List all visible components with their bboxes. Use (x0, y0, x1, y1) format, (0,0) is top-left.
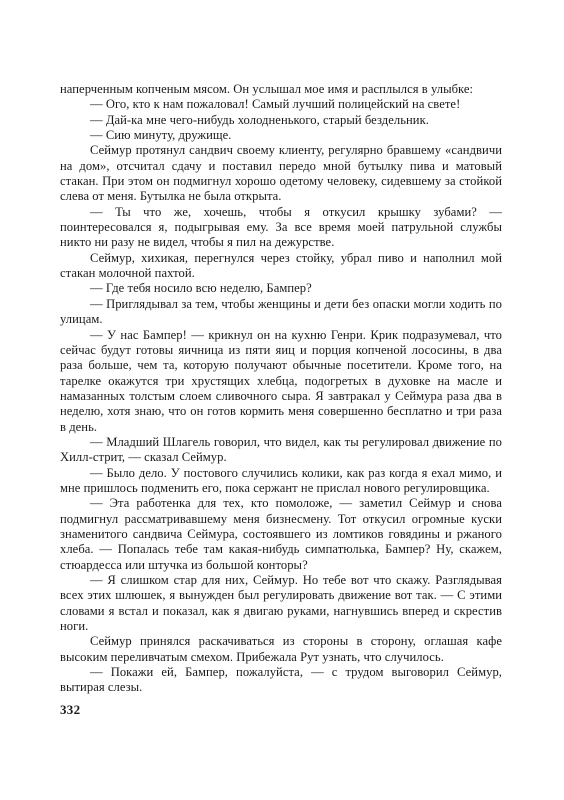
paragraph: — У нас Бампер! — крикнул он на кухню Генри. Крик подразумевал, что сейчас будут готовы яичница из пяти яиц и порция копченой лососины, в два раза больше, чем та, которую получают обычные посетители. Кроме того, на тарелке окажутся три хрустящих хлебца, подогретых в духовке на масле и намазанных толстым слоем сливочного сыра. Я завтракал у Сеймура раза два в неделю, хотя знаю, что он готов кормить меня совершенно бесплатно и три раза в день. (60, 327, 502, 434)
paragraph: наперченным копченым мясом. Он услышал мое имя и расплылся в улыбке: (60, 82, 474, 96)
page-number: 332 (60, 702, 81, 717)
paragraph: — Покажи ей, Бампер, пожалуйста, — с трудом выговорил Сеймур, вытирая слезы. (60, 665, 502, 695)
paragraph: — Дай-ка мне чего-нибудь холодненького, старый бездельник. (90, 112, 429, 127)
paragraph: — Ты что же, хочешь, чтобы я откусил крышку зубами? — поинтересовался я, подыгрывая ему. За все время моей патрульной службы никто ни разу не видел, чтобы я пил на дежурстве. (60, 204, 502, 250)
paragraph: — Сию минуту, дружище. (90, 128, 232, 143)
paragraph: — Эта работенка для тех, кто помоложе, — заметил Сеймур и снова подмигнул рассматривавшему меня бизнесмену. Тот откусил огромные куски знаменитого сандвича Сеймура, состоявшего из ломтиков говядины и ржаного хлеба. — Попалась тебе там какая-нибудь симпатюлька, Бампер? Ну, скажем, стюардесса или штучка из большой конторы? (60, 496, 502, 572)
paragraph: Сеймур, хихикая, перегнулся через стойку, убрал пиво и наполнил мой стакан молочной пахтой. (60, 250, 502, 281)
paragraph: Сеймур принялся раскачиваться из стороны в сторону, оглашая кафе высоким переливчатым смехом. Прибежала Рут узнать, что случилось. (60, 634, 502, 664)
paragraph: — Я слишком стар для них, Сеймур. Но тебе вот что скажу. Разглядывая всех этих шлюшек, я вынужден был регулировать движение вот так. — С этими словами я встал и показал, как я двигаю руками, нагнувшись вперед и скрестив ноги. (60, 573, 502, 634)
paragraph: — Было дело. У постового случились колики, как раз когда я ехал мимо, и мне пришлось подменить его, пока сержант не прислал нового регулировщика. (60, 465, 502, 495)
paragraph: — Младший Шлагель говорил, что видел, как ты регулировал движение по Хилл-стрит, — сказал Сеймур. (60, 434, 502, 465)
paragraph: Сеймур протянул сандвич своему клиенту, регулярно бравшему «сандвичи на дом», отсчитал сдачу и поставил передо мной бутылку пива и матовый стакан. При этом он подмигнул хорошо одетому человеку, сидевшему за стойкой слева от меня. Бутылка не была открыта. (60, 143, 502, 204)
paragraph: — Приглядывал за тем, чтобы женщины и дети без опаски могли ходить по улицам. (60, 296, 502, 327)
paragraph: — Ого, кто к нам пожаловал! Самый лучший полицейский на свете! (90, 97, 461, 112)
body-text (60, 82, 502, 696)
paragraph: — Где тебя носило всю неделю, Бампер? (90, 281, 312, 296)
